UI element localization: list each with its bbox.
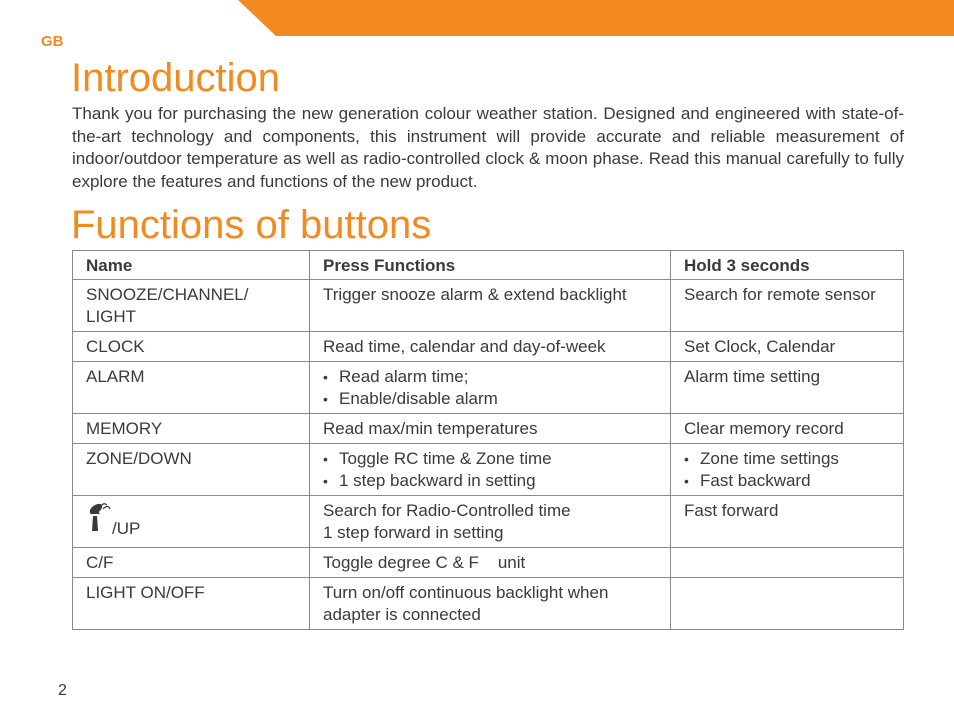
button-name: SNOOZE/CHANNEL/ LIGHT xyxy=(73,280,310,332)
table-row xyxy=(73,578,904,630)
intro-title: Introduction xyxy=(71,56,281,100)
press-function: Trigger snooze alarm & extend backlight xyxy=(310,280,671,332)
list-item: • Toggle RC time & Zone time xyxy=(323,448,657,470)
button-name: CLOCK xyxy=(73,332,310,362)
table-row xyxy=(73,496,904,548)
button-name: ZONE/DOWN xyxy=(73,444,310,496)
press-function xyxy=(310,496,671,548)
hold-function xyxy=(671,578,904,630)
press-function: Read max/min temperatures xyxy=(310,414,671,444)
press-function xyxy=(310,548,671,578)
table-row xyxy=(73,280,904,332)
table-row xyxy=(73,332,904,362)
press-function: Read time, calendar and day-of-week xyxy=(310,332,671,362)
column-header-name: Name xyxy=(73,251,310,280)
button-name: /UP xyxy=(112,519,141,538)
table-row xyxy=(73,444,904,496)
hold-function xyxy=(671,444,904,496)
intro-paragraph: Thank you for purchasing the new generation colour weather station. Designed and engineered with state-of-the-art technology and components, this instrument will provide accurate and reliable measurement of indoor/outdoor temperature as well as radio-controlled clock & moon phase. Read this manual carefully to fully explore the features and functions of the new product. xyxy=(72,104,904,191)
list-item: • 1 step backward in setting xyxy=(323,470,657,492)
press-function xyxy=(310,444,671,496)
column-header-hold: Hold 3 seconds xyxy=(671,251,904,280)
page-number: 2 xyxy=(58,682,67,699)
hold-function: Search for remote sensor xyxy=(671,280,904,332)
list-item: • Read alarm time; xyxy=(323,366,657,388)
table-row xyxy=(73,362,904,414)
list-item: • Zone time settings xyxy=(684,448,890,470)
table-header-row xyxy=(73,251,904,280)
list-item: • Fast backward xyxy=(684,470,890,492)
column-header-press: Press Functions xyxy=(310,251,671,280)
language-code: GB xyxy=(41,33,64,50)
button-name: MEMORY xyxy=(73,414,310,444)
header-accent-bar xyxy=(238,0,954,36)
functions-table xyxy=(72,250,904,630)
table-row xyxy=(73,548,904,578)
radio-tower-icon xyxy=(86,500,112,540)
hold-function xyxy=(671,548,904,578)
table-row xyxy=(73,414,904,444)
press-line: 1 step forward in setting xyxy=(323,523,504,542)
press-function: Turn on/off continuous backlight when adapter is connected xyxy=(310,578,671,630)
hold-function: Set Clock, Calendar xyxy=(671,332,904,362)
press-text: Toggle degree C & F unit xyxy=(323,553,526,572)
hold-function: Clear memory record xyxy=(671,414,904,444)
hold-function: Fast forward xyxy=(671,496,904,548)
press-line: Search for Radio-Controlled time xyxy=(323,501,571,520)
functions-title: Functions of buttons xyxy=(71,203,432,247)
button-name xyxy=(73,496,310,548)
button-name: ALARM xyxy=(73,362,310,414)
button-name: C/F xyxy=(73,548,310,578)
hold-function: Alarm time setting xyxy=(671,362,904,414)
press-function xyxy=(310,362,671,414)
list-item: • Enable/disable alarm xyxy=(323,388,657,410)
button-name: LIGHT ON/OFF xyxy=(73,578,310,630)
